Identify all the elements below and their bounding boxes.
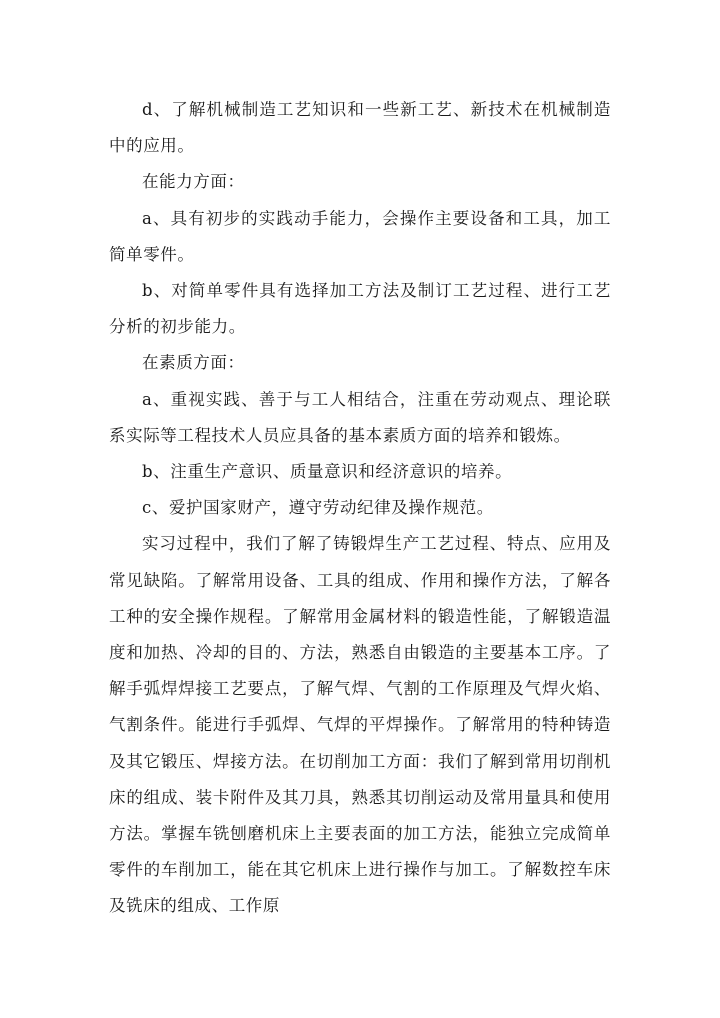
paragraph-quality-a: a、重视实践、善于与工人相结合，注重在劳动观点、理论联系实际等工程技术人员应具备的基本素质方面的培养和锻炼。 — [109, 389, 611, 445]
paragraph-quality-c: c、爱护国家财产，遵守劳动纪律及操作规范。 — [142, 498, 494, 518]
heading-quality: 在素质方面： — [142, 353, 245, 373]
paragraph-ability-a: a、具有初步的实践动手能力，会操作主要设备和工具，加工简单零件。 — [109, 208, 611, 264]
heading-ability: 在能力方面： — [142, 172, 245, 192]
paragraph-internship-process: 实习过程中，我们了解了铸锻焊生产工艺过程、特点、应用及常见缺陷。了解常用设备、工具的组成、作用和操作方法，了解各工种的安全操作规程。了解常用金属材料的锻造性能，了解锻造温度和加热、冷却的目的、方法，熟悉自由锻造的主要基本工序。了解手弧焊焊接工艺要点，了解气焊、气割的工作原理及气焊火焰、气割条件。能进行手弧焊、气焊的平焊操作。了解常用的特种铸造及其它锻压、焊接方法。在切削加工方面：我们了解到常用切削机床的组成、装卡附件及其刀具，熟悉其切削运动及常用量具和使用方法。掌握车铣刨磨机床上主要表面的加工方法，能独立完成简单零件的车削加工，能在其它机床上进行操作与加工。了解数控车床及铣床的组成、工作原 — [109, 534, 611, 916]
document-body — [109, 92, 611, 925]
paragraph-knowledge-d: d、了解机械制造工艺知识和一些新工艺、新技术在机械制造中的应用。 — [109, 100, 611, 156]
paragraph-quality-b: b、注重生产意识、质量意识和经济意识的培养。 — [142, 462, 513, 482]
paragraph-ability-b: b、对简单零件具有选择加工方法及制订工艺过程、进行工艺分析的初步能力。 — [109, 281, 611, 337]
